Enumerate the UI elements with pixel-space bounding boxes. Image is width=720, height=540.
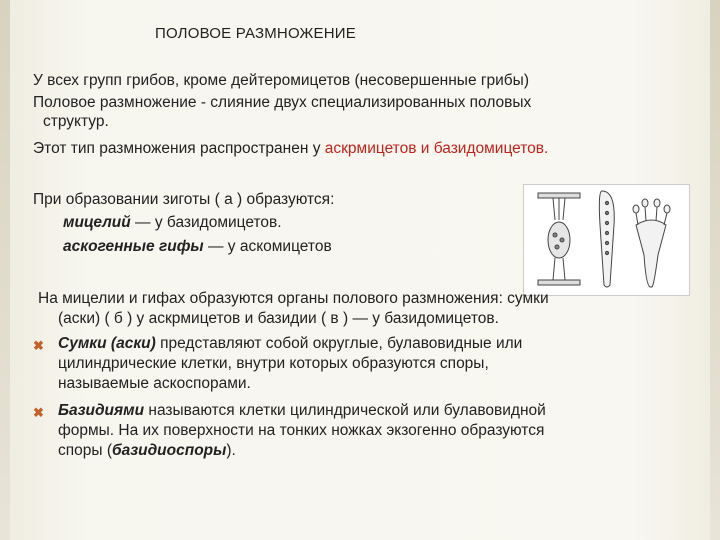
- bullet1-rest1: представляют собой округлые, булавовидные или: [155, 335, 523, 352]
- bullet2-rest3-term: базидиоспоры: [112, 442, 227, 459]
- para2-line1: При образовании зиготы ( а ) образуются:: [33, 191, 335, 208]
- bullet2-rest3-suffix: ).: [226, 442, 236, 459]
- hyphae-term: аскогенные гифы: [63, 238, 204, 255]
- bullet2-rest1: называются клетки цилиндрической или булавовидной: [144, 402, 546, 419]
- bullet1-line1: [58, 334, 522, 353]
- para1-line1: У всех групп грибов, кроме дейтеромицетов (несовершенные грибы): [33, 72, 529, 89]
- para2-hyphae-line: [63, 237, 332, 256]
- fungi-illustration: [524, 185, 689, 295]
- right-border-bar: [710, 0, 720, 540]
- bullet2-rest3-prefix: споры (: [58, 442, 112, 459]
- para2-mycelium-line: [63, 213, 282, 232]
- fungi-structures-figure: [523, 184, 690, 296]
- para1-line4: [33, 139, 548, 158]
- bullet2-term: Базидиями: [58, 402, 145, 419]
- x-mark-icon: ✖: [33, 338, 44, 353]
- para3-line1: На мицелии и гифах образуются органы полового размножения: сумки: [38, 290, 549, 307]
- bullet2-line1: [58, 401, 546, 420]
- para1-line3: структур.: [43, 113, 109, 130]
- para1-line2: Половое размножение - слияние двух специализированных половых: [33, 94, 532, 111]
- bullet2-line2: формы. На их поверхности на тонких ножках экзогенно образуются: [58, 422, 545, 439]
- para1-line4-highlight: аскрмицетов и базидомицетов.: [324, 140, 549, 157]
- mycelium-rest: — у базидомицетов.: [130, 214, 282, 231]
- slide-title: ПОЛОВОЕ РАЗМНОЖЕНИЕ: [155, 25, 356, 42]
- para1-line4-prefix: Этот тип размножения распространен у: [33, 140, 325, 157]
- x-mark-icon: ✖: [33, 405, 44, 420]
- bullet2-line3: [58, 441, 236, 460]
- bullet1-term: Сумки (аски): [58, 335, 156, 352]
- left-border-bar: [0, 0, 10, 540]
- mycelium-term: мицелий: [63, 214, 131, 231]
- bullet1-line2: цилиндрические клетки, внутри которых образуются споры,: [58, 355, 489, 372]
- hyphae-rest: — у аскомицетов: [203, 238, 332, 255]
- bullet1-line3: называемые аскоспорами.: [58, 375, 251, 392]
- para3-line2: (аски) ( б ) у аскрмицетов и базидии ( в ) — у базидомицетов.: [58, 310, 499, 327]
